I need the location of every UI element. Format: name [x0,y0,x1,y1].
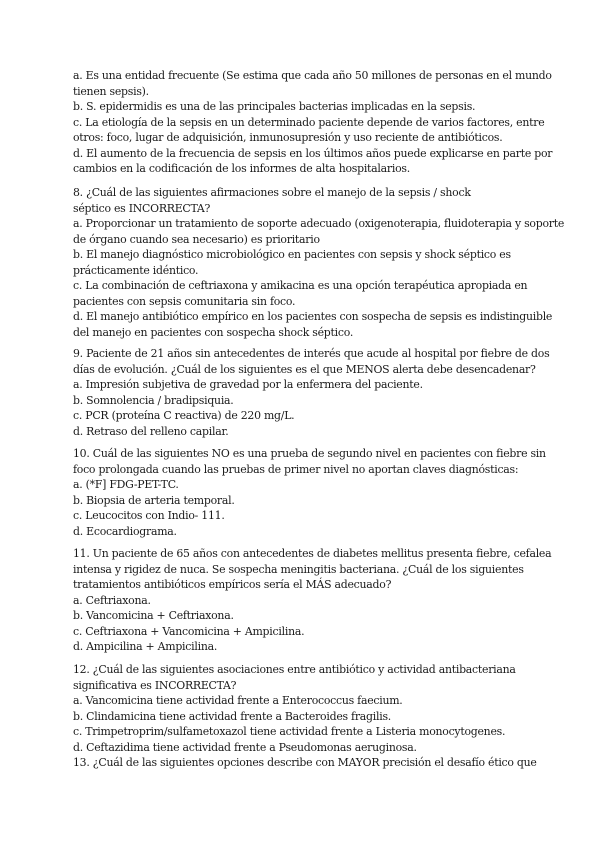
question-text: 11. Un paciente de 65 años con antecedentes de diabetes mellitus presenta fiebre, cefalea [73,547,552,560]
option-c: c. Leucocitos con Indio- 111. [73,509,225,522]
option-b: b. Vancomicina + Ceftriaxona. [73,609,234,622]
option-c: c. Trimpetroprim/sulfametoxazol tiene actividad frente a Listeria monocytogenes. [73,725,506,738]
option-b: prácticamente idéntico. [73,263,199,277]
question-text: 10. Cuál de las siguientes NO es una prueba de segundo nivel en pacientes con fiebre sin [73,447,546,460]
option-d: d. Ampicilina + Ampicilina. [73,640,218,653]
question-9 [73,346,550,439]
question-text: intensa y rigidez de nuca. Se sospecha meningitis bacteriana. ¿Cuál de los siguientes [73,562,524,576]
question-text: días de evolución. ¿Cuál de los siguientes es el que MENOS alerta debe desencadenar? [73,362,536,376]
question-text: foco prolongada cuando las pruebas de primer nivel no aportan claves diagnósticas: [73,462,519,476]
question-13-text: 13. ¿Cuál de las siguientes opciones describe con MAYOR precisión el desafío ético que [73,756,537,769]
text-line: d. El aumento de la frecuencia de sepsis en los últimos años puede explicarse en parte por [73,146,553,160]
option-a: a. Ceftriaxona. [73,593,151,607]
option-c: c. PCR (proteína C reactiva) de 220 mg/L. [73,409,295,422]
option-b: b. Somnolencia / bradipsiquia. [73,393,234,407]
question-text: 9. Paciente de 21 años sin antecedentes de interés que acude al hospital por fiebre de dos [73,347,550,360]
question-text: 12. ¿Cuál de las siguientes asociaciones entre antibiótico y actividad antibacteriana [73,663,516,676]
option-c: pacientes con sepsis comunitaria sin foco. [73,294,296,308]
option-a: a. Impresión subjetiva de gravedad por la enfermera del paciente. [73,378,423,391]
question-text: 8. ¿Cuál de las siguientes afirmaciones sobre el manejo de la sepsis / shock [73,186,471,199]
option-d: d. Retraso del relleno capilar. [73,424,229,438]
text-line: tienen sepsis). [73,84,149,98]
option-b: b. El manejo diagnóstico microbiológico en pacientes con sepsis y shock séptico es [73,248,511,261]
text-line: c. La etiología de la sepsis en un determinado paciente depende de varios factores, entre [73,115,545,129]
question-text: significativa es INCORRECTA? [73,678,237,692]
option-a: a. Vancomicina tiene actividad frente a Enterococcus faecium. [73,694,403,707]
question-10 [73,446,546,539]
option-d: d. Ecocardiograma. [73,524,177,538]
option-c: c. La combinación de ceftriaxona y amikacina es una opción terapéutica apropiada en [73,279,528,292]
text-line: cambios en la codificación de los informes de alta hospitalarios. [73,162,410,175]
option-d: d. Ceftazidima tiene actividad frente a Pseudomonas aeruginosa. [73,740,417,754]
text-line: a. Es una entidad frecuente (Se estima que cada año 50 millones de personas en el mundo [73,69,552,82]
text-line: otros: foco, lugar de adquisición, inmunosupresión y uso reciente de antibióticos. [73,131,503,144]
option-c: c. Ceftriaxona + Vancomicina + Ampicilina. [73,624,305,638]
question-8 [73,185,565,340]
option-a: a. (*F] FDG-PET-TC. [73,478,179,491]
option-b: b. Biopsia de arteria temporal. [73,493,235,507]
question-12 [73,662,537,771]
question-text: tratamientos antibióticos empíricos sería el MÁS adecuado? [73,578,392,591]
option-b: b. Clindamicina tiene actividad frente a Bacteroides fragilis. [73,709,392,723]
option-d: del manejo en pacientes con sospecha shock séptico. [73,325,354,339]
question-7-options [73,68,553,177]
option-d: d. El manejo antibiótico empírico en los pacientes con sospecha de sepsis es indistinguible [73,310,553,323]
question-text: séptico es INCORRECTA? [73,201,211,215]
question-11 [73,546,552,655]
option-a: a. Proporcionar un tratamiento de soporte adecuado (oxigenoterapia, fluidoterapia y soporte [73,217,565,230]
option-a: de órgano cuando sea necesario) es prioritario [73,232,320,246]
text-line: b. S. epidermidis es una de las principales bacterias implicadas en la sepsis. [73,100,476,113]
